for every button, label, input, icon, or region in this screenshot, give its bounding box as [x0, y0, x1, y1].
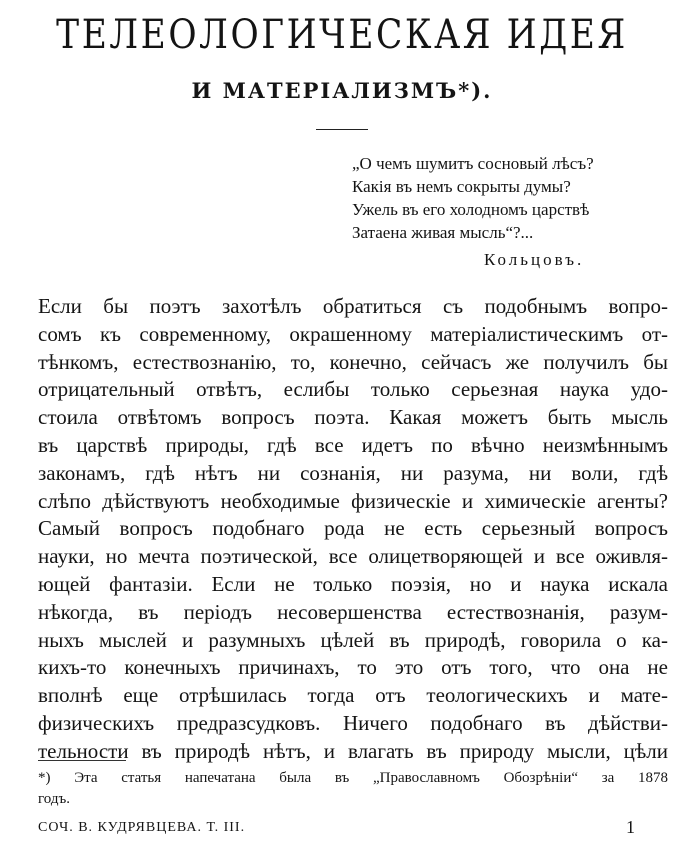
article-subtitle: И МАТЕРІАЛИЗМЪ*).	[191, 78, 493, 103]
body-line: тельности въ природѣ нѣтъ, и влагать въ природу мысли, цѣли	[38, 738, 668, 763]
epigraph-author: Кольцовъ.	[484, 250, 585, 269]
body-line: законамъ, гдѣ нѣтъ ни сознанія, ни разума, ни воли, гдѣ	[38, 460, 668, 485]
footnote	[38, 768, 668, 810]
body-paragraph	[38, 293, 668, 766]
body-line: Если бы поэтъ захотѣлъ обратиться съ подобнымъ вопро-	[38, 294, 668, 318]
body-line: въ царствѣ природы, гдѣ все идетъ по вѣчно неизмѣннымъ	[38, 432, 668, 457]
footnote-line: *) Эта статья напечатана была въ „Православномъ Обозрѣніи“ за 1878	[38, 770, 668, 786]
body-line: ющей фантазіи. Если не только поэзія, но и наука искала	[38, 571, 668, 596]
body-line: кихъ-то конечныхъ причинахъ, то это отъ того, что она не	[38, 655, 668, 680]
article-title: ТЕЛЕОЛОГИЧЕСКАЯ ИДЕЯ	[56, 12, 628, 58]
title-divider	[316, 129, 368, 130]
page-number: 1	[626, 817, 635, 837]
epigraph-line: Затаена живая мысль“?...	[352, 223, 534, 242]
body-line: ныхъ мыслей и разумныхъ цѣлей въ природѣ, говорила о ка-	[38, 627, 668, 652]
body-line: тѣнкомъ, естествознанію, то, конечно, сейчасъ же получилъ бы	[38, 349, 668, 374]
epigraph-line: Ужель въ его холодномъ царствѣ	[352, 200, 590, 219]
body-line: вполнѣ еще отрѣшилась тогда отъ теологическихъ и мате-	[38, 683, 668, 708]
body-line: отрицательный отвѣтъ, еслибы только серьезная наука удо-	[38, 377, 668, 402]
body-line: стоила отвѣтомъ вопросъ поэта. Какая можетъ быть мысль	[38, 405, 668, 430]
body-line: Самый вопросъ подобнаго рода не есть серьезный вопросъ	[38, 516, 668, 541]
body-line: физическихъ предразсудковъ. Ничего подобнаго въ дѣйстви-	[38, 710, 668, 735]
epigraph-line: Какія въ немъ сокрыты думы?	[352, 177, 571, 196]
footnote-divider	[38, 760, 126, 761]
epigraph	[352, 152, 652, 244]
footnote-line: годъ.	[38, 791, 70, 807]
epigraph-line: „О чемъ шумитъ сосновый лѣсъ?	[352, 154, 594, 173]
body-line: слѣпо дѣйствуютъ необходимые физическіе и химическіе агенты?	[38, 488, 668, 513]
body-line: нѣкогда, въ періодъ несовершенства естествознанія, разум-	[38, 599, 668, 624]
body-line: науки, но мечта поэтической, все олицетворяющей и все оживля-	[38, 544, 668, 569]
body-line: сомъ къ современному, окрашенному матеріалистическимъ от-	[38, 321, 668, 346]
printer-signature: СОЧ. В. КУДРЯВЦЕВА. Т. III.	[38, 820, 246, 835]
